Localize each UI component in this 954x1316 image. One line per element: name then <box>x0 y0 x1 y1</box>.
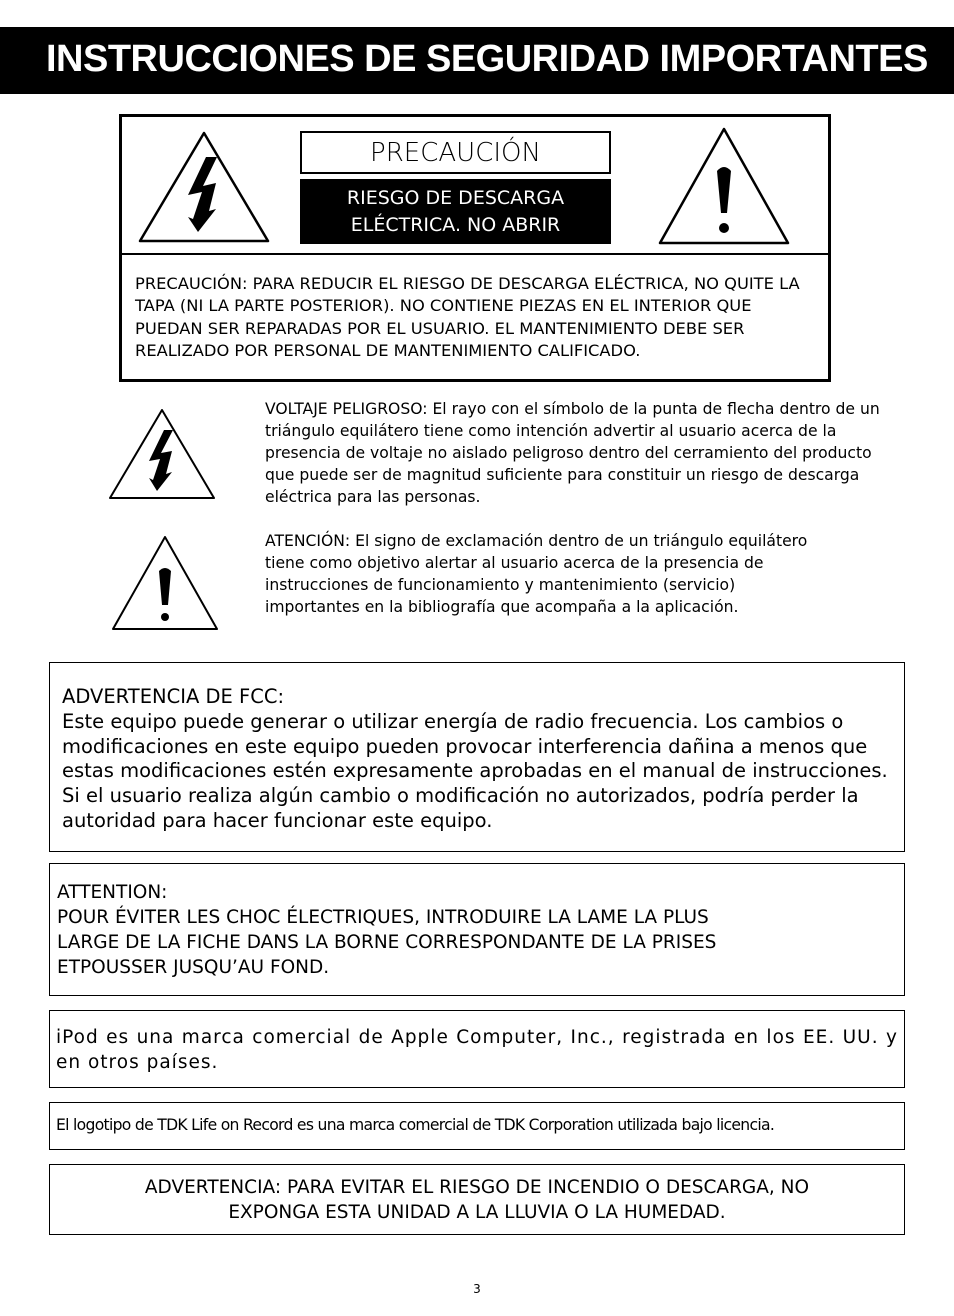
caution-lead: PRECAUCIÓN: <box>135 274 248 293</box>
caution-body <box>135 273 815 362</box>
attention-text: El signo de exclamación dentro de un triángulo equilátero tiene como objetivo alertar al usuario acerca de la presencia de instrucciones de funcionamiento y mantenimiento (servicio) importantes en la bibliografía que acompaña a la aplicación. <box>265 532 808 616</box>
attention-lead: ATENCIÓN: <box>265 532 351 550</box>
tdk-trademark-note: El logotipo de TDK Life on Record es una marca comercial de TDK Corporation utilizada bajo licencia. <box>56 1116 775 1134</box>
attention-fr-heading: ATTENTION: <box>57 882 168 903</box>
lightning-triangle-icon <box>138 131 270 243</box>
attention-fr-line-1: POUR ÉVITER LES CHOC ÉLECTRIQUES, INTRODUIRE LA LAME LA PLUS <box>57 907 709 928</box>
caution-text: PARA REDUCIR EL RIESGO DE DESCARGA ELÉCTRICA, NO QUITE LA TAPA (NI LA PARTE POSTERIOR). NO CONTIENE PIEZAS EN EL INTERIOR QUE PUEDAN SER REPARADAS POR EL USUARIO. EL MANTENIMIENTO DEBE SER REALIZADO POR PERSONAL DE MANTENIMIENTO CALIFICADO. <box>135 274 800 360</box>
warning-line-2: EXPONGA ESTA UNIDAD A LA LLUVIA O LA HUMEDAD. <box>228 1202 726 1223</box>
ipod-trademark-note: iPod es una marca comercial de Apple Computer, Inc., registrada en los EE. UU. y en otros países. <box>56 1027 898 1073</box>
attention-fr-line-3: ETPOUSSER JUSQU’AU FOND. <box>57 957 330 978</box>
page-number: 3 <box>473 1282 481 1296</box>
precaucion-label: PRECAUCIÓN <box>300 131 611 174</box>
exclamation-triangle-icon <box>658 127 790 245</box>
caution-divider <box>122 253 828 255</box>
risk-line-1: RIESGO DE DESCARGA <box>346 187 565 209</box>
attention-fr-line-2: LARGE DE LA FICHE DANS LA BORNE CORRESPONDANTE DE LA PRISES <box>57 932 717 953</box>
lightning-triangle-icon <box>108 408 216 500</box>
fcc-heading: ADVERTENCIA DE FCC: <box>62 685 285 708</box>
warning-line-1: ADVERTENCIA: PARA EVITAR EL RIESGO DE INCENDIO O DESCARGA, NO <box>144 1177 810 1198</box>
voltage-explanation <box>265 398 885 508</box>
attention-explanation <box>265 530 825 618</box>
fcc-text: Este equipo puede generar o utilizar energía de radio frecuencia. Los cambios o modificaciones en este equipo pueden provocar interferencia dañina a menos que estas modificaciones estén expresamente aprobadas en el manual de instrucciones. Si el usuario realiza algún cambio o modificación no autorizados, podría perder la autoridad para hacer funcionar este equipo. <box>62 709 888 832</box>
exclamation-triangle-icon <box>111 535 219 631</box>
page-title: INSTRUCCIONES DE SEGURIDAD IMPORTANTES <box>46 38 928 80</box>
risk-label <box>300 179 611 244</box>
voltage-text: El rayo con el símbolo de la punta de flecha dentro de un triángulo equilátero tiene como intención advertir al usuario acerca de la presencia de voltaje no aislado peligroso dentro del cerramiento del producto que puede ser de magnitud suficiente para constituir un riesgo de descarga eléctrica para las personas. <box>265 400 880 506</box>
warning-notice <box>49 1175 905 1225</box>
fcc-notice <box>62 685 892 834</box>
voltage-lead: VOLTAJE PELIGROSO: <box>265 400 428 418</box>
risk-line-2: ELÉCTRICA. NO ABRIR <box>350 214 561 236</box>
attention-fr-notice <box>57 880 887 980</box>
